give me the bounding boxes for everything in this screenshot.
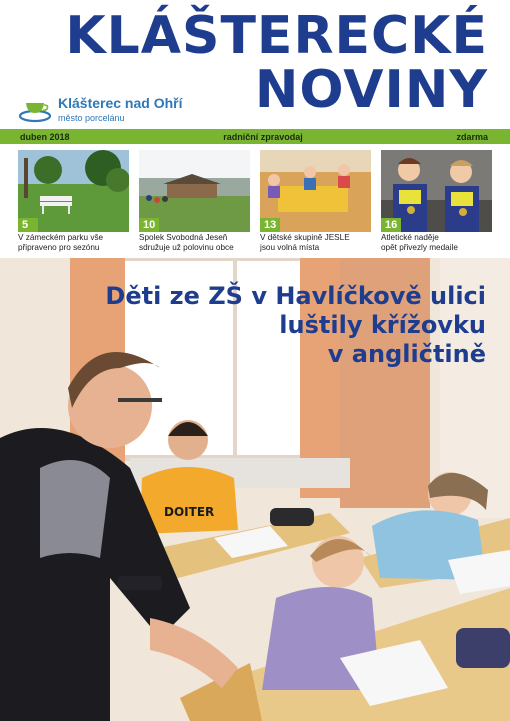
issue-date: duben 2018 <box>20 131 70 142</box>
logo-tagline: město porcelánu <box>58 113 125 123</box>
logo-town-name: Klášterec nad Ohří <box>58 95 183 111</box>
teaser-caption: V zámeckém parku vše připraveno pro sezónu <box>18 233 104 252</box>
teaser-item[interactable] <box>139 150 250 252</box>
issue-subtitle: radniční zpravodaj <box>223 131 303 142</box>
porcelain-cup-icon <box>18 97 52 123</box>
town-logo <box>18 96 183 123</box>
teaser-caption: Spolek Svobodná Jeseň sdružuje už polovinu obce <box>139 233 234 252</box>
masthead-title-line1: KLÁŠTERECKÉ <box>65 6 488 66</box>
teaser-photo-park <box>18 150 129 232</box>
teaser-caption: Atletické naděje opět přivezly medaile <box>381 233 458 252</box>
issue-info-bar <box>0 129 510 144</box>
teaser-item[interactable] <box>18 150 129 252</box>
teaser-photo-athletes <box>381 150 492 232</box>
teaser-page-number: 13 <box>260 218 280 232</box>
teaser-item[interactable] <box>381 150 492 252</box>
teaser-page-number: 5 <box>18 218 38 232</box>
teaser-item[interactable] <box>260 150 371 252</box>
teaser-photo-village <box>139 150 250 232</box>
headline-line3: v angličtině <box>327 340 486 368</box>
headline-line2: luštily křížovku <box>279 311 486 339</box>
shirt-print-text: DOITER <box>164 505 215 519</box>
cover-headline <box>105 282 486 369</box>
headline-line1: Děti ze ZŠ v Havlíčkově ulici <box>105 282 486 310</box>
teaser-page-number: 10 <box>139 218 159 232</box>
teaser-photo-nursery <box>260 150 371 232</box>
masthead-title-line2: NOVINY <box>254 60 488 120</box>
teaser-caption: V dětské skupině JESLE jsou volná místa <box>260 233 350 252</box>
teaser-strip <box>18 150 492 256</box>
teaser-page-number: 16 <box>381 218 401 232</box>
issue-price: zdarma <box>456 131 488 142</box>
